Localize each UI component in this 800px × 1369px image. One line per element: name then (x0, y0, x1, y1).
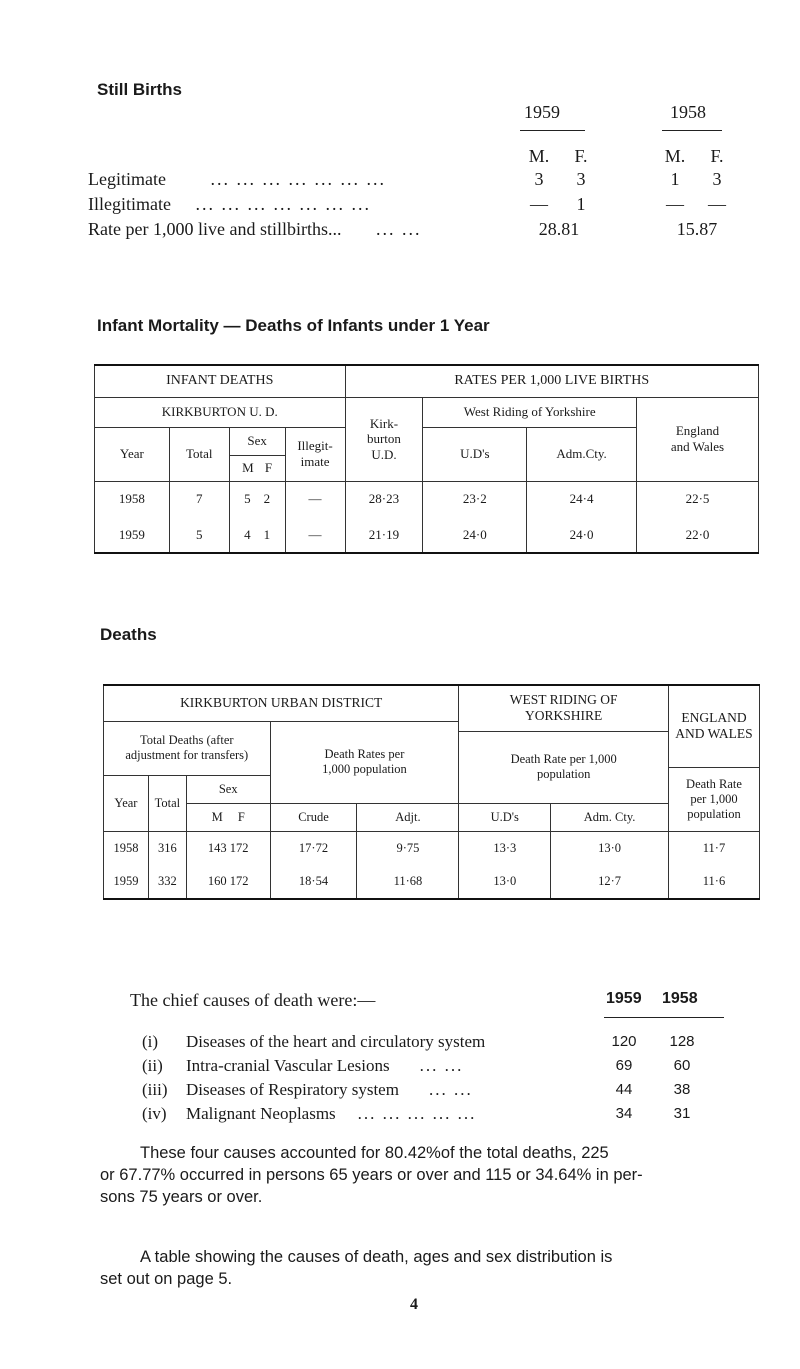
year-cell: 1959 (95, 517, 170, 553)
mf-cell: 5 2 (229, 481, 285, 517)
illegitimate-header: Illegit- imate (285, 427, 345, 481)
year-1958-rule (662, 130, 722, 131)
kirk-rate-cell: 21·19 (345, 517, 423, 553)
value-cell: 3 (576, 169, 586, 189)
illegitimate-row (88, 194, 371, 215)
sex-label: M. (664, 146, 686, 166)
causes-year-1959: 1959 (606, 990, 642, 1007)
uds-header: U.D's (459, 803, 551, 831)
page-number: 4 (410, 1296, 418, 1313)
total-cell: 5 (169, 517, 229, 553)
value-cell: — (708, 194, 726, 214)
row-label: Illegitimate (88, 194, 171, 214)
causes-year-1958: 1958 (662, 990, 698, 1007)
value-cell: 3 (534, 169, 544, 189)
year-header: Year (95, 427, 170, 481)
total-header: Total (169, 427, 229, 481)
cause-1958-value: 31 (673, 1105, 691, 1122)
illegit-cell: — (285, 517, 345, 553)
adjt-header: Adjt. (357, 803, 459, 831)
causes-rule (604, 1017, 724, 1018)
ew-rate-cell: 22·0 (637, 517, 759, 553)
england-wales-header: ENGLAND AND WALES (668, 685, 759, 767)
cause-item: (i) Diseases of the heart and circulatory system (142, 1032, 486, 1051)
leader-dots: ... ... ... ... ... ... ... (210, 169, 386, 189)
total-header: Total (148, 775, 186, 831)
deaths-title: Deaths (100, 625, 157, 644)
adm-rate-cell: 24·4 (527, 481, 637, 517)
leader-dots: ... ... ... ... ... ... ... (195, 194, 371, 214)
value-cell: 1 (670, 169, 680, 189)
adjt-cell: 9·75 (357, 831, 459, 865)
cause-item: (iv) Malignant Neoplasms ... ... ... ... ... (142, 1104, 477, 1123)
value-cell: — (530, 194, 548, 214)
kirkburton-ud-header: KIRKBURTON U. D. (95, 397, 346, 427)
infant-deaths-header: INFANT DEATHS (95, 365, 346, 397)
summary-paragraph: These four causes accounted for 80.42%of the total deaths, 225 or 67.77% occurred in persons 65 years or over and 115 or 34.64% in per- sons 75 years or over. (100, 1144, 643, 1206)
causes-intro: The chief causes of death were:— (130, 990, 376, 1010)
crude-cell: 18·54 (270, 865, 357, 899)
cause-item: (iii) Diseases of Respiratory system ... ... (142, 1080, 473, 1099)
year-cell: 1958 (95, 481, 170, 517)
adm-cty-header: Adm.Cty. (527, 427, 637, 481)
illegit-cell: — (285, 481, 345, 517)
west-riding-header: West Riding of Yorkshire (423, 397, 637, 427)
total-cell: 7 (169, 481, 229, 517)
adm-rate-cell: 24·0 (527, 517, 637, 553)
sex-header: Sex (186, 775, 270, 803)
total-deaths-header: Total Deaths (after adjustment for transfers) (104, 721, 271, 775)
infant-deaths-table (94, 364, 759, 554)
sex-label: F. (710, 146, 724, 166)
total-cell: 316 (148, 831, 186, 865)
kirkburton-ud-rate-header: Kirk- burton U.D. (345, 397, 423, 481)
infant-mortality-title: Infant Mortality — Deaths of Infants under 1 Year (97, 316, 490, 335)
kirk-rate-cell: 28·23 (345, 481, 423, 517)
crude-cell: 17·72 (270, 831, 357, 865)
reference-paragraph: A table showing the causes of death, ages and sex distribution is set out on page 5. (100, 1248, 613, 1288)
cause-1959-value: 34 (615, 1105, 633, 1122)
cause-1958-value: 128 (669, 1033, 695, 1050)
sex-label: M. (528, 146, 550, 166)
ud-rate-cell: 23·2 (423, 481, 527, 517)
kirkburton-urban-district-header: KIRKBURTON URBAN DISTRICT (104, 685, 459, 721)
ud-cell: 13·3 (459, 831, 551, 865)
value-cell: 3 (712, 169, 722, 189)
west-riding-header: WEST RIDING OF YORKSHIRE (459, 685, 669, 731)
table-row (104, 865, 760, 899)
rate-row (88, 219, 421, 240)
mf-cell: 160 172 (186, 865, 270, 899)
ew-rate-cell: 22·5 (637, 481, 759, 517)
year-cell: 1958 (104, 831, 149, 865)
ew-cell: 11·6 (668, 865, 759, 899)
cause-1958-value: 38 (673, 1081, 691, 1098)
rate-1959: 28.81 (538, 219, 580, 239)
adm-cell: 12·7 (551, 865, 669, 899)
cause-1959-value: 44 (615, 1081, 633, 1098)
adm-cell: 13·0 (551, 831, 669, 865)
ew-cell: 11·7 (668, 831, 759, 865)
deaths-table (103, 684, 760, 900)
table-row (95, 517, 759, 553)
adjt-cell: 11·68 (357, 865, 459, 899)
england-wales-header: England and Wales (637, 397, 759, 481)
row-label: Legitimate (88, 169, 166, 189)
legitimate-row (88, 169, 386, 190)
mf-cell: 143 172 (186, 831, 270, 865)
year-1958-label: 1958 (670, 102, 706, 122)
mf-header: M F (186, 803, 270, 831)
crude-header: Crude (270, 803, 357, 831)
value-cell: 1 (576, 194, 586, 214)
sex-label: F. (574, 146, 588, 166)
rate-1958: 15.87 (676, 219, 718, 239)
ud-rate-cell: 24·0 (423, 517, 527, 553)
cause-item: (ii) Intra-cranial Vascular Lesions ... ... (142, 1056, 464, 1075)
death-rates-header: Death Rates per 1,000 population (270, 721, 459, 803)
cause-1958-value: 60 (673, 1057, 691, 1074)
year-1959-rule (520, 130, 585, 131)
mf-cell: 4 1 (229, 517, 285, 553)
ud-cell: 13·0 (459, 865, 551, 899)
uds-header: U.D's (423, 427, 527, 481)
value-cell: — (666, 194, 684, 214)
mf-header: M F (229, 455, 285, 481)
year-cell: 1959 (104, 865, 149, 899)
still-births-title: Still Births (97, 80, 183, 99)
year-header: Year (104, 775, 149, 831)
cause-1959-value: 120 (611, 1033, 637, 1050)
rates-header: RATES PER 1,000 LIVE BIRTHS (345, 365, 759, 397)
ew-death-rate-header: Death Rate per 1,000 population (668, 767, 759, 831)
total-cell: 332 (148, 865, 186, 899)
sex-header: Sex (229, 427, 285, 455)
row-label: Rate per 1,000 live and stillbirths... (88, 219, 342, 239)
table-row (104, 831, 760, 865)
adm-cty-header: Adm. Cty. (551, 803, 669, 831)
year-1959-label: 1959 (524, 102, 560, 122)
leader-dots: ... ... (375, 219, 422, 239)
cause-1959-value: 69 (615, 1057, 633, 1074)
wr-death-rate-header: Death Rate per 1,000 population (459, 731, 669, 803)
table-row (95, 481, 759, 517)
